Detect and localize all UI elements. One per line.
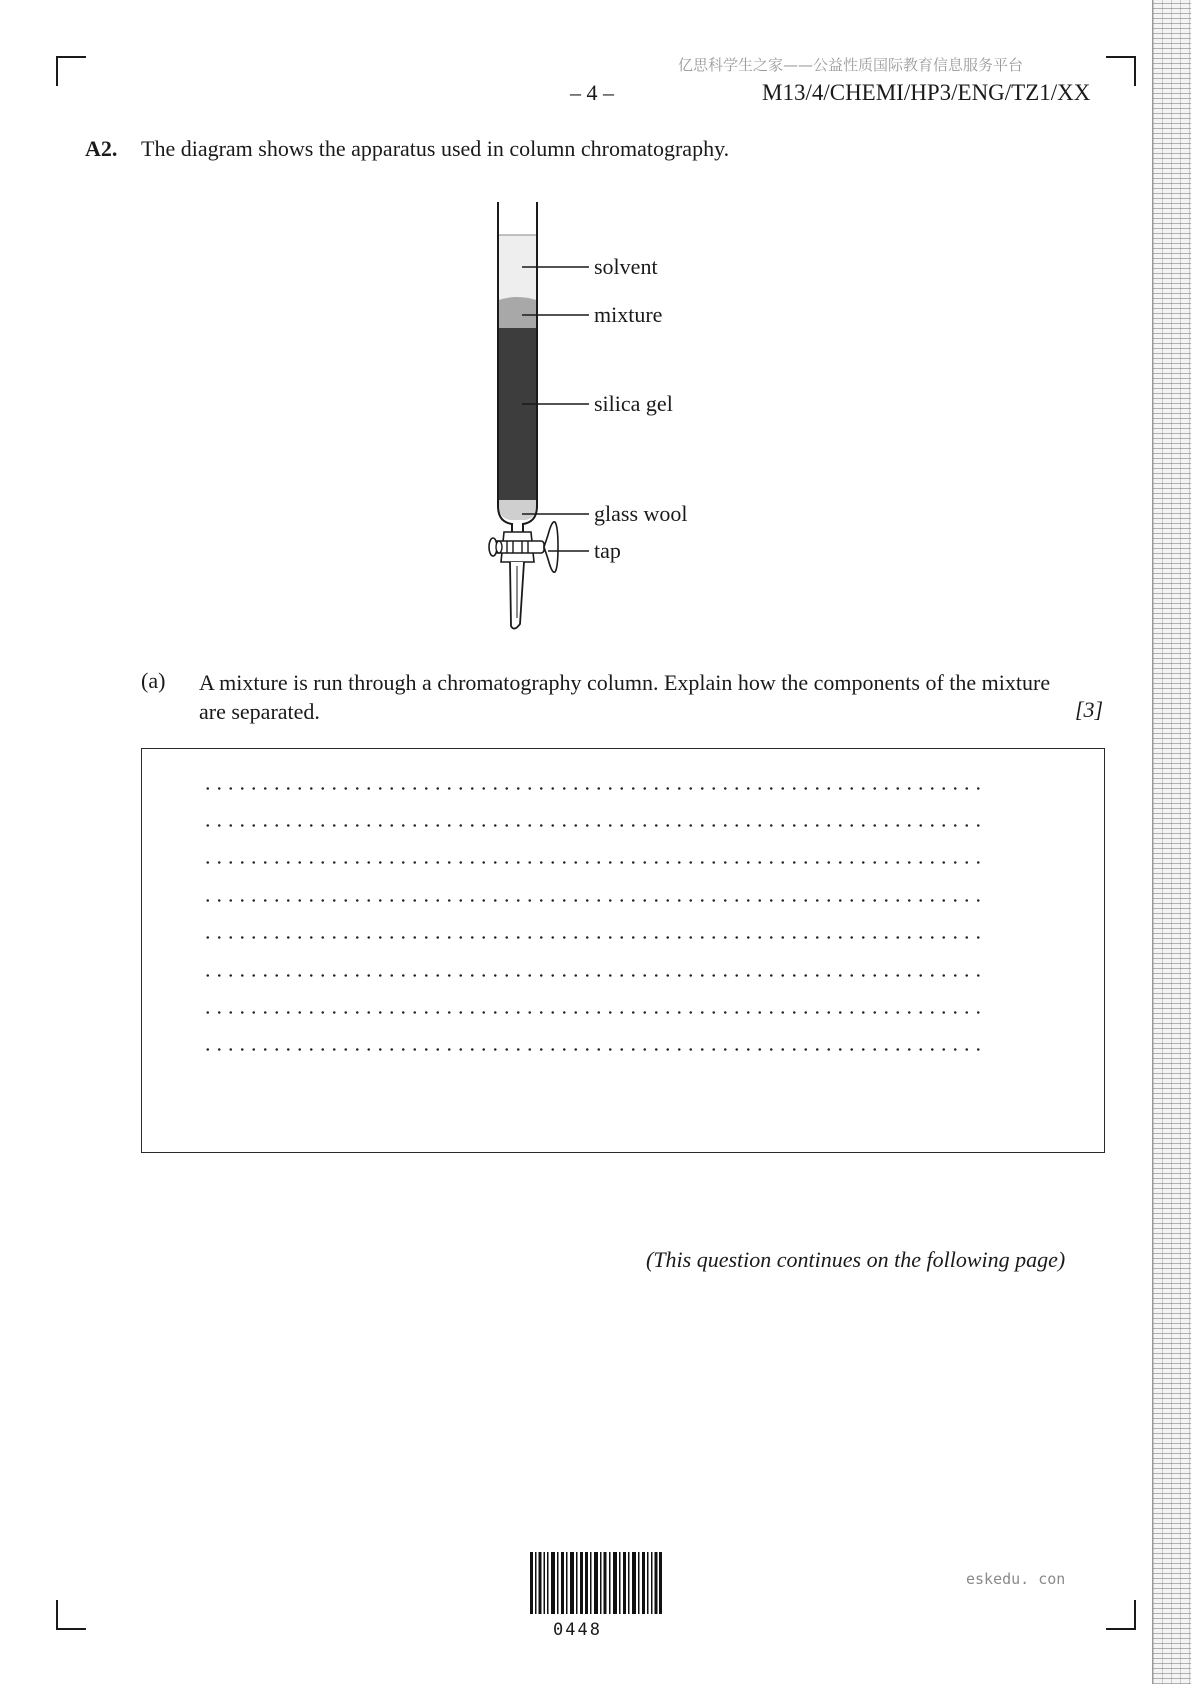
crop-mark-bottom-left	[56, 1600, 86, 1630]
answer-line-1[interactable]	[202, 787, 984, 790]
header-watermark: 亿思科学生之家——公益性质国际教育信息服务平台	[678, 56, 1024, 74]
answer-line-8[interactable]	[202, 1048, 984, 1051]
glass-wool-layer	[499, 500, 537, 520]
label-solvent: solvent	[594, 254, 658, 279]
tap-handle	[544, 522, 558, 572]
page-edge-strip	[1152, 0, 1191, 1684]
question-number: A2.	[85, 136, 118, 161]
label-silica-gel: silica gel	[594, 391, 673, 416]
answer-line-5[interactable]	[202, 936, 984, 939]
crop-mark-top-right	[1106, 56, 1136, 86]
answer-line-6[interactable]	[202, 974, 984, 977]
label-glass-wool: glass wool	[594, 501, 688, 526]
footer-watermark: eskedu. con	[966, 1570, 1066, 1588]
label-tap: tap	[594, 538, 621, 563]
answer-line-2[interactable]	[202, 824, 984, 827]
crop-mark-bottom-right	[1106, 1600, 1136, 1630]
label-mixture: mixture	[594, 302, 663, 327]
continues-note: (This question continues on the following page)	[646, 1247, 1066, 1272]
barcode	[530, 1552, 662, 1614]
barcode-number: 0448	[553, 1620, 602, 1640]
paper-code: M13/4/CHEMI/HP3/ENG/TZ1/XX	[762, 80, 1091, 105]
silica-gel-layer	[499, 328, 537, 500]
answer-line-3[interactable]	[202, 861, 984, 864]
part-a-label: (a)	[141, 668, 166, 693]
part-a-marks: [3]	[1075, 697, 1104, 722]
chromatography-column-diagram	[470, 200, 720, 640]
answer-line-7[interactable]	[202, 1011, 984, 1014]
part-a-text: A mixture is run through a chromatography column. Explain how the components of the mixture are separated.	[199, 670, 1051, 724]
question-text: The diagram shows the apparatus used in column chromatography.	[141, 136, 730, 161]
answer-line-4[interactable]	[202, 899, 984, 902]
page-number: – 4 –	[570, 80, 614, 105]
mixture-layer	[499, 297, 537, 328]
answer-box[interactable]	[141, 748, 1105, 1153]
crop-mark-top-left	[56, 56, 86, 86]
